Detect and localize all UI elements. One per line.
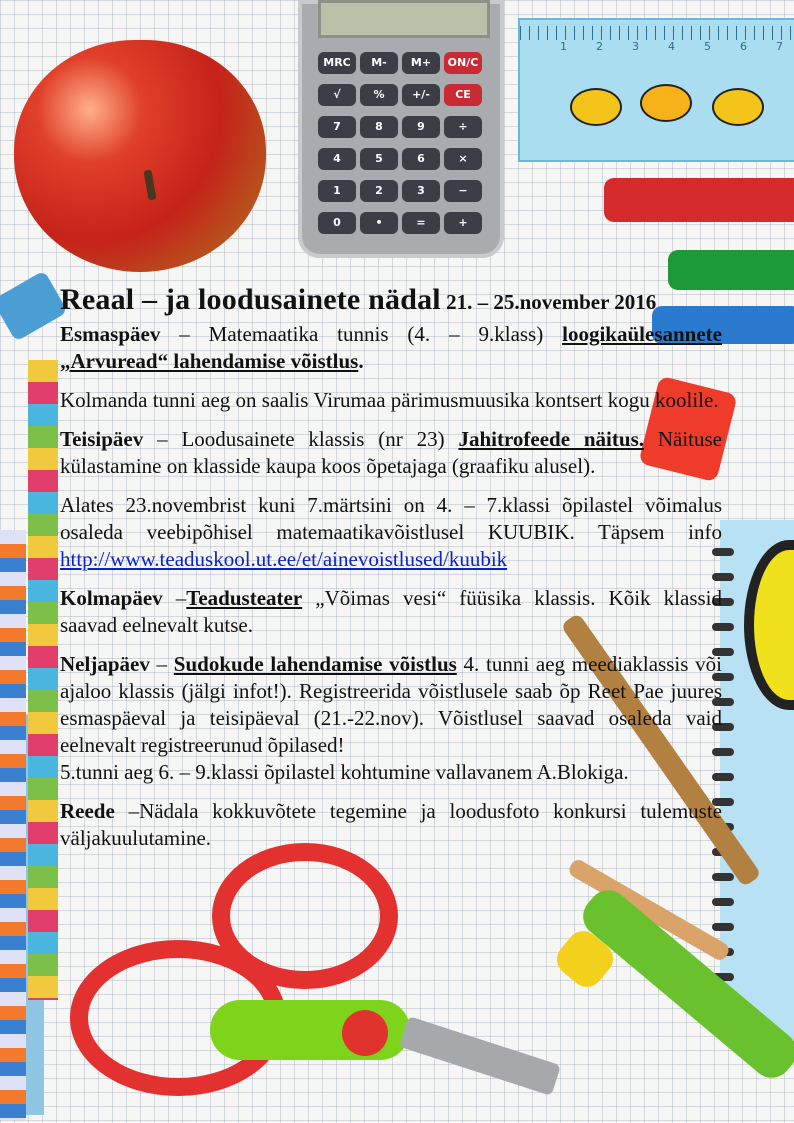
notebook-ring [712,923,734,931]
calculator-key: 7 [318,116,356,138]
day-label: Esmaspäev [60,322,161,346]
event-name: loogikaülesannete „Arvuread“ lahendamise võistlus [60,322,722,373]
day-label: Kolmapäev [60,586,163,610]
calculator-key: = [402,212,440,234]
calculator-key: 5 [360,148,398,170]
paragraph-text: –Nädala kokkuvõtete tegemine ja loodusfoto konkursi tulemuste väljakuulutamine. [60,799,722,850]
colorful-pencil [28,360,58,1000]
scissors-pivot [342,1010,388,1056]
calculator-key: 6 [402,148,440,170]
ruler-number: 3 [632,40,639,53]
kuubik-paragraph [60,492,722,573]
calculator-key: − [444,180,482,202]
wednesday-paragraph [60,585,722,639]
notebook-ring [712,898,734,906]
monday-note-paragraph: Kolmanda tunni aeg on saalis Virumaa pärimusmuusika kontsert kogu koolile. [60,388,719,412]
calculator-key: 8 [360,116,398,138]
calculator-key: 1 [318,180,356,202]
calculator-key: % [360,84,398,106]
ruler-number: 6 [740,40,747,53]
day-label: Neljapäev [60,652,150,676]
event-name: Jahitrofeede näitus. [458,427,644,451]
paragraph-text: – Loodusainete klassis (nr 23) [143,427,459,451]
paragraph-text: Näituse külastamine on klasside kaupa koos õpetajaga (graafiku alusel). [60,427,722,478]
red-marker [604,178,794,222]
thursday-note-paragraph: 5.tunni aeg 6. – 9.klassi õpilastel kohtumine vallavanem A.Blokiga. [60,760,629,784]
day-label: Reede [60,799,115,823]
title-main: Reaal – ja loodusainete nädal [60,283,441,316]
fish-sticker [712,88,764,126]
calculator-key: 2 [360,180,398,202]
ruler-number: 4 [668,40,675,53]
fish-sticker [570,88,622,126]
event-name: Teadusteater [186,586,303,610]
title-dates: 21. – 25.november 2016 [440,290,657,314]
calculator-key: ÷ [444,116,482,138]
ruler-number: 1 [560,40,567,53]
calculator-key: M- [360,52,398,74]
calculator-key: 9 [402,116,440,138]
monday-paragraph [60,321,722,375]
announcement-body [60,280,722,852]
ruler-ticks [520,26,792,40]
thursday-paragraph [60,651,722,759]
ruler-number: 2 [596,40,603,53]
striped-pencil [0,530,26,1120]
calculator-key: ON/C [444,52,482,74]
calculator-key: √ [318,84,356,106]
calculator-key: 0 [318,212,356,234]
apple-image [14,40,266,272]
page-title [60,280,722,317]
fish-sticker [640,84,692,122]
calculator-key: +/- [402,84,440,106]
paragraph-text: Alates 23.novembrist kuni 7.märtsini on 4. – 7.klassi õpilastel võimalus osaleda veebipõhisel matemaatikavõistlusel KUUBIK. Täpsem info [60,493,722,544]
day-label: Teisipäev [60,427,144,451]
ruler-number: 5 [704,40,711,53]
calculator-key: MRC [318,52,356,74]
calculator-key: 3 [402,180,440,202]
ruler-number: 7 [776,40,783,53]
notebook-ring [712,873,734,881]
paragraph-text: 4. tunni aeg meediaklassis või ajaloo klassis (jälgi infot!). Registreerida võistlusele saab õp Reet Pae juures esmaspäeval ja teisipäeval (21.-22.nov). Võistlusel saavad osaleda vaid eelnevalt registreerunud õpilased! [60,652,722,757]
calculator-key: • [360,212,398,234]
paragraph-text: – [162,586,187,610]
event-name: Sudokude lahendamise võistlus [173,652,457,676]
calculator-key: + [444,212,482,234]
paragraph-text: – [149,652,174,676]
calculator-key: × [444,148,482,170]
calculator-screen [318,0,490,38]
paragraph-text: „Võimas vesi“ füüsika klassis. Kõik klassid saavad eelnevalt kutse. [60,586,722,637]
kuubik-link[interactable]: http://www.teaduskool.ut.ee/et/ainevoistlused/kuubik [60,547,508,571]
tuesday-paragraph [60,426,722,480]
calculator-key: M+ [402,52,440,74]
calculator-key: CE [444,84,482,106]
friday-paragraph [60,798,722,852]
paragraph-text: – Matemaatika tunnis (4. – 9.klass) [160,322,563,346]
calculator-key: 4 [318,148,356,170]
paragraph-text: . [358,349,364,373]
